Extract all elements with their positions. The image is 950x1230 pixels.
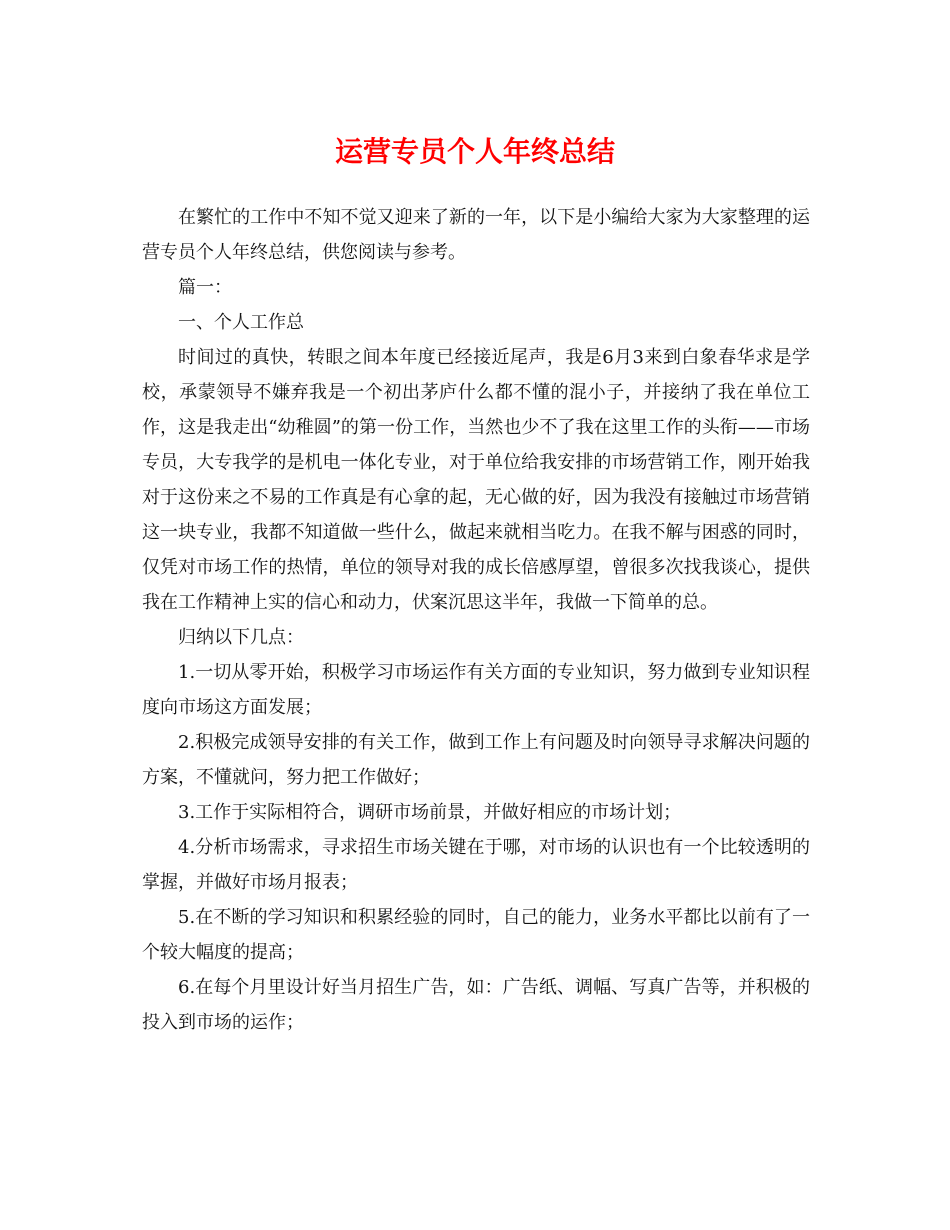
- list-item: 3.工作于实际相符合，调研市场前景，并做好相应的市场计划；: [178, 802, 682, 823]
- section-label: 篇一：: [178, 277, 232, 298]
- intro-paragraph: 在繁忙的工作中不知不觉又迎来了新的一年，以下是小编给大家为大家整理的运营专员个人年终总结，供您阅读与参考。: [142, 207, 810, 263]
- document-title: 运营专员个人年终总结: [334, 135, 615, 168]
- list-item: 5.在不断的学习知识和积累经验的同时，自己的能力，业务水平都比以前有了一个较大幅度的提高；: [142, 907, 810, 963]
- document-body: [142, 200, 810, 1040]
- main-paragraph: 时间过的真快，转眼之间本年度已经接近尾声，我是6月3来到白象春华求是学校，承蒙领导不嫌弃我是一个初出茅庐什么都不懂的混小子，并接纳了我在单位工作，这是我走出“幼稚圆”的第一份工作，当然也少不了我在这里工作的头衔——市场专员，大专我学的是机电一体化专业，对于单位给我安排的市场营销工作，刚开始我对于这份来之不易的工作真是有心拿的起，无心做的好，因为我没有接触过市场营销这一块专业，我都不知道做一些什么，做起来就相当吃力。在我不解与困惑的同时，仅凭对市场工作的热情，单位的领导对我的成长倍感厚望，曾很多次找我谈心，提供我在工作精神上实的信心和动力，伏案沉思这半年，我做一下简单的总。: [142, 347, 810, 613]
- summary-label: 归纳以下几点：: [178, 627, 304, 648]
- section-heading: 一、个人工作总: [178, 312, 304, 333]
- list-item: 2.积极完成领导安排的有关工作，做到工作上有问题及时向领导寻求解决问题的方案，不懂就问，努力把工作做好；: [142, 732, 810, 788]
- list-item: 1.一切从零开始，积极学习市场运作有关方面的专业知识，努力做到专业知识程度向市场这方面发展；: [142, 662, 810, 718]
- list-item: 4.分析市场需求，寻求招生市场关键在于哪，对市场的认识也有一个比较透明的掌握，并做好市场月报表；: [142, 837, 810, 893]
- list-item: 6.在每个月里设计好当月招生广告，如：广告纸、调幅、写真广告等，并积极的投入到市场的运作；: [142, 977, 810, 1033]
